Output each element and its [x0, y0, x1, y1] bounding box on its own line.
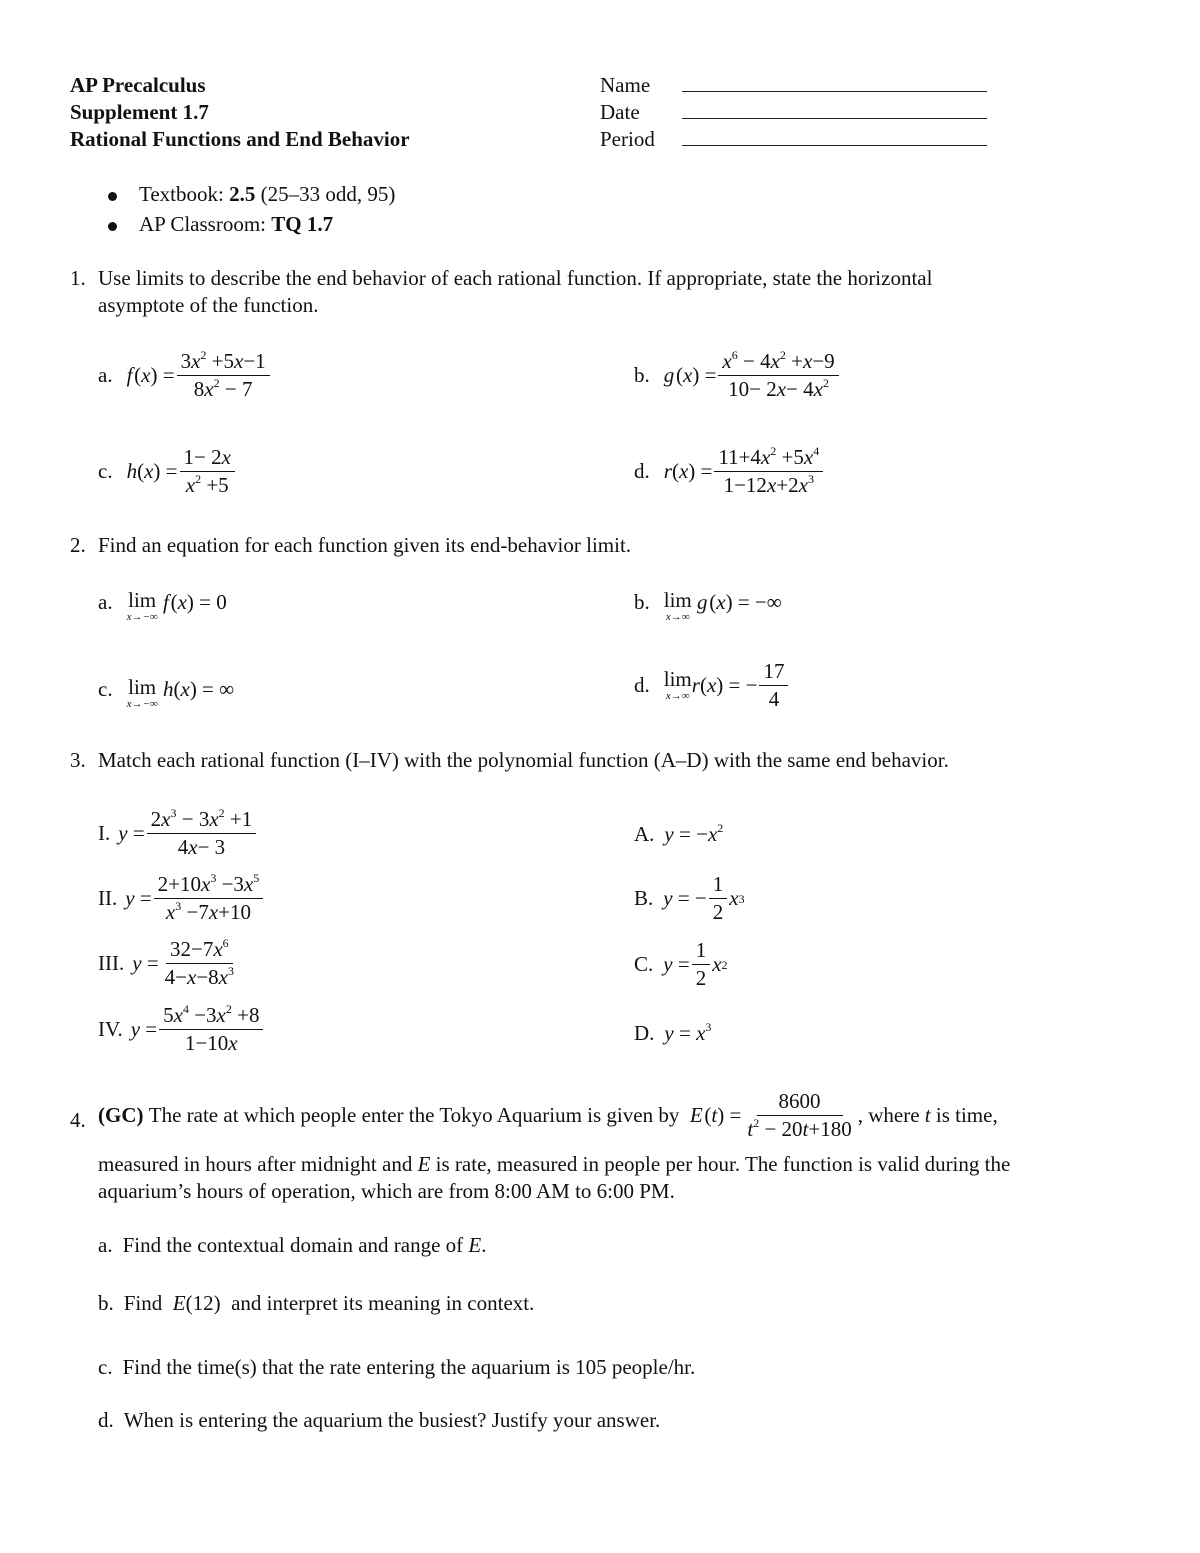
q3-rational-I: I. y = $\frac{2x^3 - 3x^2 +1}{4x- 3}$: [98, 808, 258, 859]
q2-d-expression: d. lim x→∞ r ( x ) = − $\frac{17}{4}$: [634, 660, 790, 711]
assignment-textbook: Textbook: 2.5 (25–33 odd, 95): [108, 182, 395, 207]
q4-number: 4.: [70, 1108, 86, 1132]
q4-c: c. Find the time(s) that the rate entering the aquarium is 105 people/hr.: [98, 1355, 696, 1379]
supplement-title: Supplement 1.7: [70, 100, 209, 124]
topic-title: Rational Functions and End Behavior: [70, 127, 410, 151]
q3-text: Match each rational function (I–IV) with the polynomial function (A–D) with the same end behavior.: [98, 748, 949, 772]
q4-a: a. Find the contextual domain and range of E.: [98, 1233, 487, 1257]
q4-text-line2: measured in hours after midnight and E is rate, measured in people per hour. The function is valid during the: [98, 1152, 1011, 1176]
q4-b: b. Find E(12) and interpret its meaning in context.: [98, 1291, 535, 1315]
name-field[interactable]: [600, 73, 987, 98]
q3-rational-III: III. y = $\frac{32-7x^6}{4-x-8x^3}$: [98, 936, 234, 990]
q2-text: Find an equation for each function given its end-behavior limit.: [98, 533, 632, 557]
q3-polynomial-D: D. $y = x^3$: [634, 1020, 712, 1045]
q4-text-line3: aquarium’s hours of operation, which are from 8:00 AM to 6:00 PM.: [98, 1179, 675, 1203]
course-title: AP Precalculus: [70, 73, 206, 97]
q2-c-expression: c. lim x→−∞ h(x) = ∞: [98, 675, 235, 710]
q1-text-line1: Use limits to describe the end behavior of each rational function. If appropriate, state the horizontal: [98, 266, 933, 290]
period-blank[interactable]: [682, 127, 987, 146]
assignment-ap-classroom: AP Classroom: TQ 1.7: [108, 212, 333, 237]
q3-polynomial-C: C. y = $\frac{1}{2}$ x 2: [634, 938, 728, 991]
bullet-icon: [108, 192, 117, 201]
q1-a-expression: a. f ( x ) = $\frac{3x^2 +5x-1}{8x^2 - 7}$: [98, 350, 272, 401]
q1-number: 1.: [70, 266, 86, 290]
name-blank[interactable]: [682, 73, 987, 92]
q1-b-expression: b. g ( x ) = $\frac{x^6 - 4x^2 +x-9}{10- 2x- 4x^2}$: [634, 350, 841, 401]
q3-polynomial-B: B. y = − $\frac{1}{2}$ x 3: [634, 872, 745, 925]
bullet-icon: [108, 222, 117, 231]
q3-rational-IV: IV. y = $\frac{5x^4 -3x^2 +8}{1-10x}$: [98, 1004, 265, 1055]
period-label: Period: [600, 127, 655, 151]
q2-number: 2.: [70, 533, 86, 557]
q1-text-line2: asymptote of the function.: [98, 293, 319, 317]
q2-a-expression: a. lim x→−∞ f (x) = 0: [98, 588, 227, 623]
q1-d-expression: d. r ( x ) = $\frac{11+4x^2 +5x^4}{1-12x+2x^3}$: [634, 446, 825, 497]
q3-rational-II: II. y = $\frac{2+10x^3 -3x^5}{x^3 -7x+10}$: [98, 873, 265, 924]
date-label: Date: [600, 100, 640, 124]
q4-d: d. When is entering the aquarium the busiest? Justify your answer.: [98, 1408, 661, 1432]
q2-b-expression: b. lim x→∞ g (x) = −∞: [634, 588, 782, 623]
q3-polynomial-A: A. $y = -x^2$: [634, 821, 724, 846]
q1-c-expression: c. h ( x ) = $\frac{1- 2x}{x^2 +5}$: [98, 446, 237, 497]
date-field[interactable]: [600, 100, 987, 125]
date-blank[interactable]: [682, 100, 987, 119]
q3-number: 3.: [70, 748, 86, 772]
name-label: Name: [600, 73, 651, 97]
q4-text-line1: (GC) The rate at which people enter the Tokyo Aquarium is given by E (t) = $\frac{8600}{t^2 - 20t+180}$ , where t is time,: [98, 1089, 998, 1142]
period-field[interactable]: [600, 127, 987, 152]
